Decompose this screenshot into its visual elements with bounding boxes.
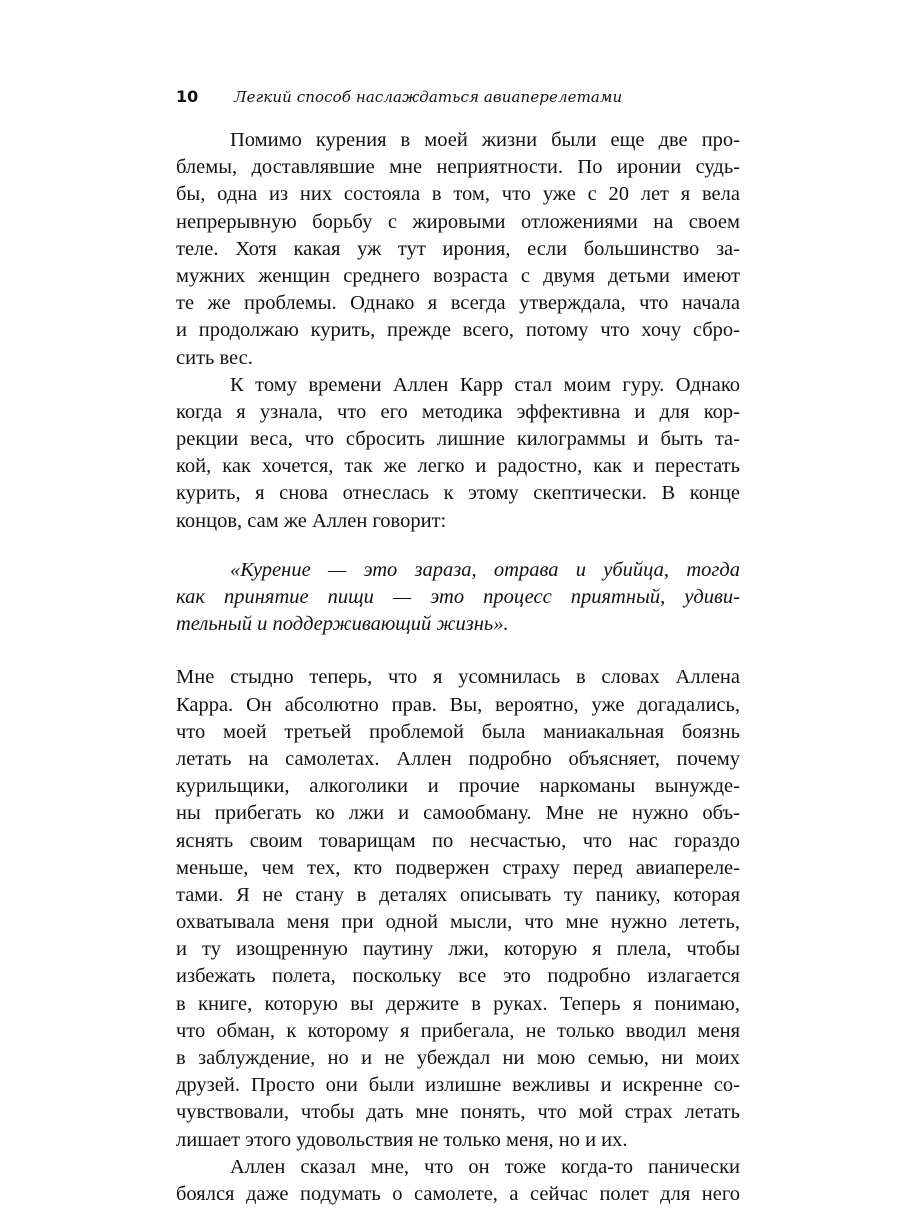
page-number: 10 — [176, 87, 199, 106]
text-line: непрерывную борьбу с жировыми отложениями на своем — [176, 210, 740, 233]
text-line: в заблуждение, но и не убеждал ни мою семью, ни моих — [176, 1047, 740, 1069]
text-line: Аллен сказал мне, что он тоже когда-то панически — [230, 1155, 740, 1178]
running-header — [176, 84, 736, 110]
text-line: и продолжаю курить, прежде всего, потому что хочу сбро- — [176, 319, 740, 342]
text-line: курильщики, алкоголики и прочие наркоманы вынужде- — [176, 775, 740, 798]
text-line: теле. Хотя какая уж тут ирония, если большинство за- — [176, 237, 740, 260]
text-line: сить вес. — [176, 346, 253, 369]
text-line: когда я узнала, что его методика эффективна и для кор- — [176, 400, 740, 423]
quote-line: «Курение — это зараза, отрава и убийца, тогда — [230, 558, 740, 581]
text-line: друзей. Просто они были излишне вежливы и искренне со- — [176, 1074, 740, 1097]
spacer — [176, 535, 740, 557]
text-line: курить, я снова отнеслась к этому скептически. В конце — [176, 482, 740, 505]
paragraph-2 — [176, 372, 740, 535]
text-line: охватывала меня при одной мысли, что мне нужно лететь, — [176, 911, 740, 934]
text-line: летать на самолетах. Аллен подробно объясняет, почему — [176, 747, 740, 770]
paragraph-1 — [176, 127, 740, 372]
quote-block — [176, 557, 740, 639]
text-line: и ту изощренную паутину лжи, которую я плела, чтобы — [176, 938, 740, 961]
text-line: рекции веса, что сбросить лишние килограммы и быть та- — [176, 428, 740, 451]
text-line: К тому времени Аллен Карр стал моим гуру. Однако — [230, 373, 740, 396]
spacer — [176, 638, 740, 664]
text-line: кой, как хочется, так же легко и радостно, как и перестать — [176, 455, 740, 478]
text-line: блемы, доставлявшие мне неприятности. По иронии судь- — [176, 156, 740, 179]
body-text — [176, 127, 740, 1208]
text-line: Помимо курения в моей жизни были еще две про- — [230, 129, 740, 151]
paragraph-3 — [176, 664, 740, 1153]
text-line: бы, одна из них состояла в том, что уже с 20 лет я вела — [176, 183, 740, 206]
text-line: в книге, которую вы держите в руках. Теперь я понимаю, — [176, 992, 740, 1015]
text-line: боялся даже подумать о самолете, а сейчас полет для него — [176, 1182, 740, 1205]
text-line: Мне стыдно теперь, что я усомнилась в словах Аллена — [176, 666, 740, 689]
quote-line: как принятие пищи — это процесс приятный, удиви- — [176, 586, 740, 608]
book-title: Легкий способ наслаждаться авиаперелетами — [234, 88, 623, 106]
text-line: что моей третьей проблемой была маниакальная боязнь — [176, 720, 740, 743]
text-line: те же проблемы. Однако я всегда утверждала, что начала — [176, 292, 740, 315]
text-line: меньше, чем тех, кто подвержен страху перед авиапереле- — [176, 856, 740, 879]
text-line: тами. Я не стану в деталях описывать ту панику, которая — [176, 883, 740, 906]
quote-line: тельный и поддерживающий жизнь». — [176, 613, 509, 636]
text-line: лишает этого удовольствия не только меня, но и их. — [176, 1128, 628, 1151]
text-line: концов, сам же Аллен говорит: — [176, 509, 447, 532]
text-line: ны прибегать ко лжи и самообману. Мне не нужно объ- — [176, 802, 740, 825]
text-line: чувствовали, чтобы дать мне понять, что мой страх летать — [176, 1101, 740, 1124]
text-line: Карра. Он абсолютно прав. Вы, вероятно, уже догадались, — [176, 693, 740, 716]
text-line: что обман, к которому я прибегала, не только вводил меня — [176, 1019, 740, 1042]
text-line: избежать полета, поскольку все это подробно излагается — [176, 965, 740, 988]
text-line: мужних женщин среднего возраста с двумя детьми имеют — [176, 264, 740, 287]
text-line: яснять своим товарищам по несчастью, что нас гораздо — [176, 829, 740, 852]
